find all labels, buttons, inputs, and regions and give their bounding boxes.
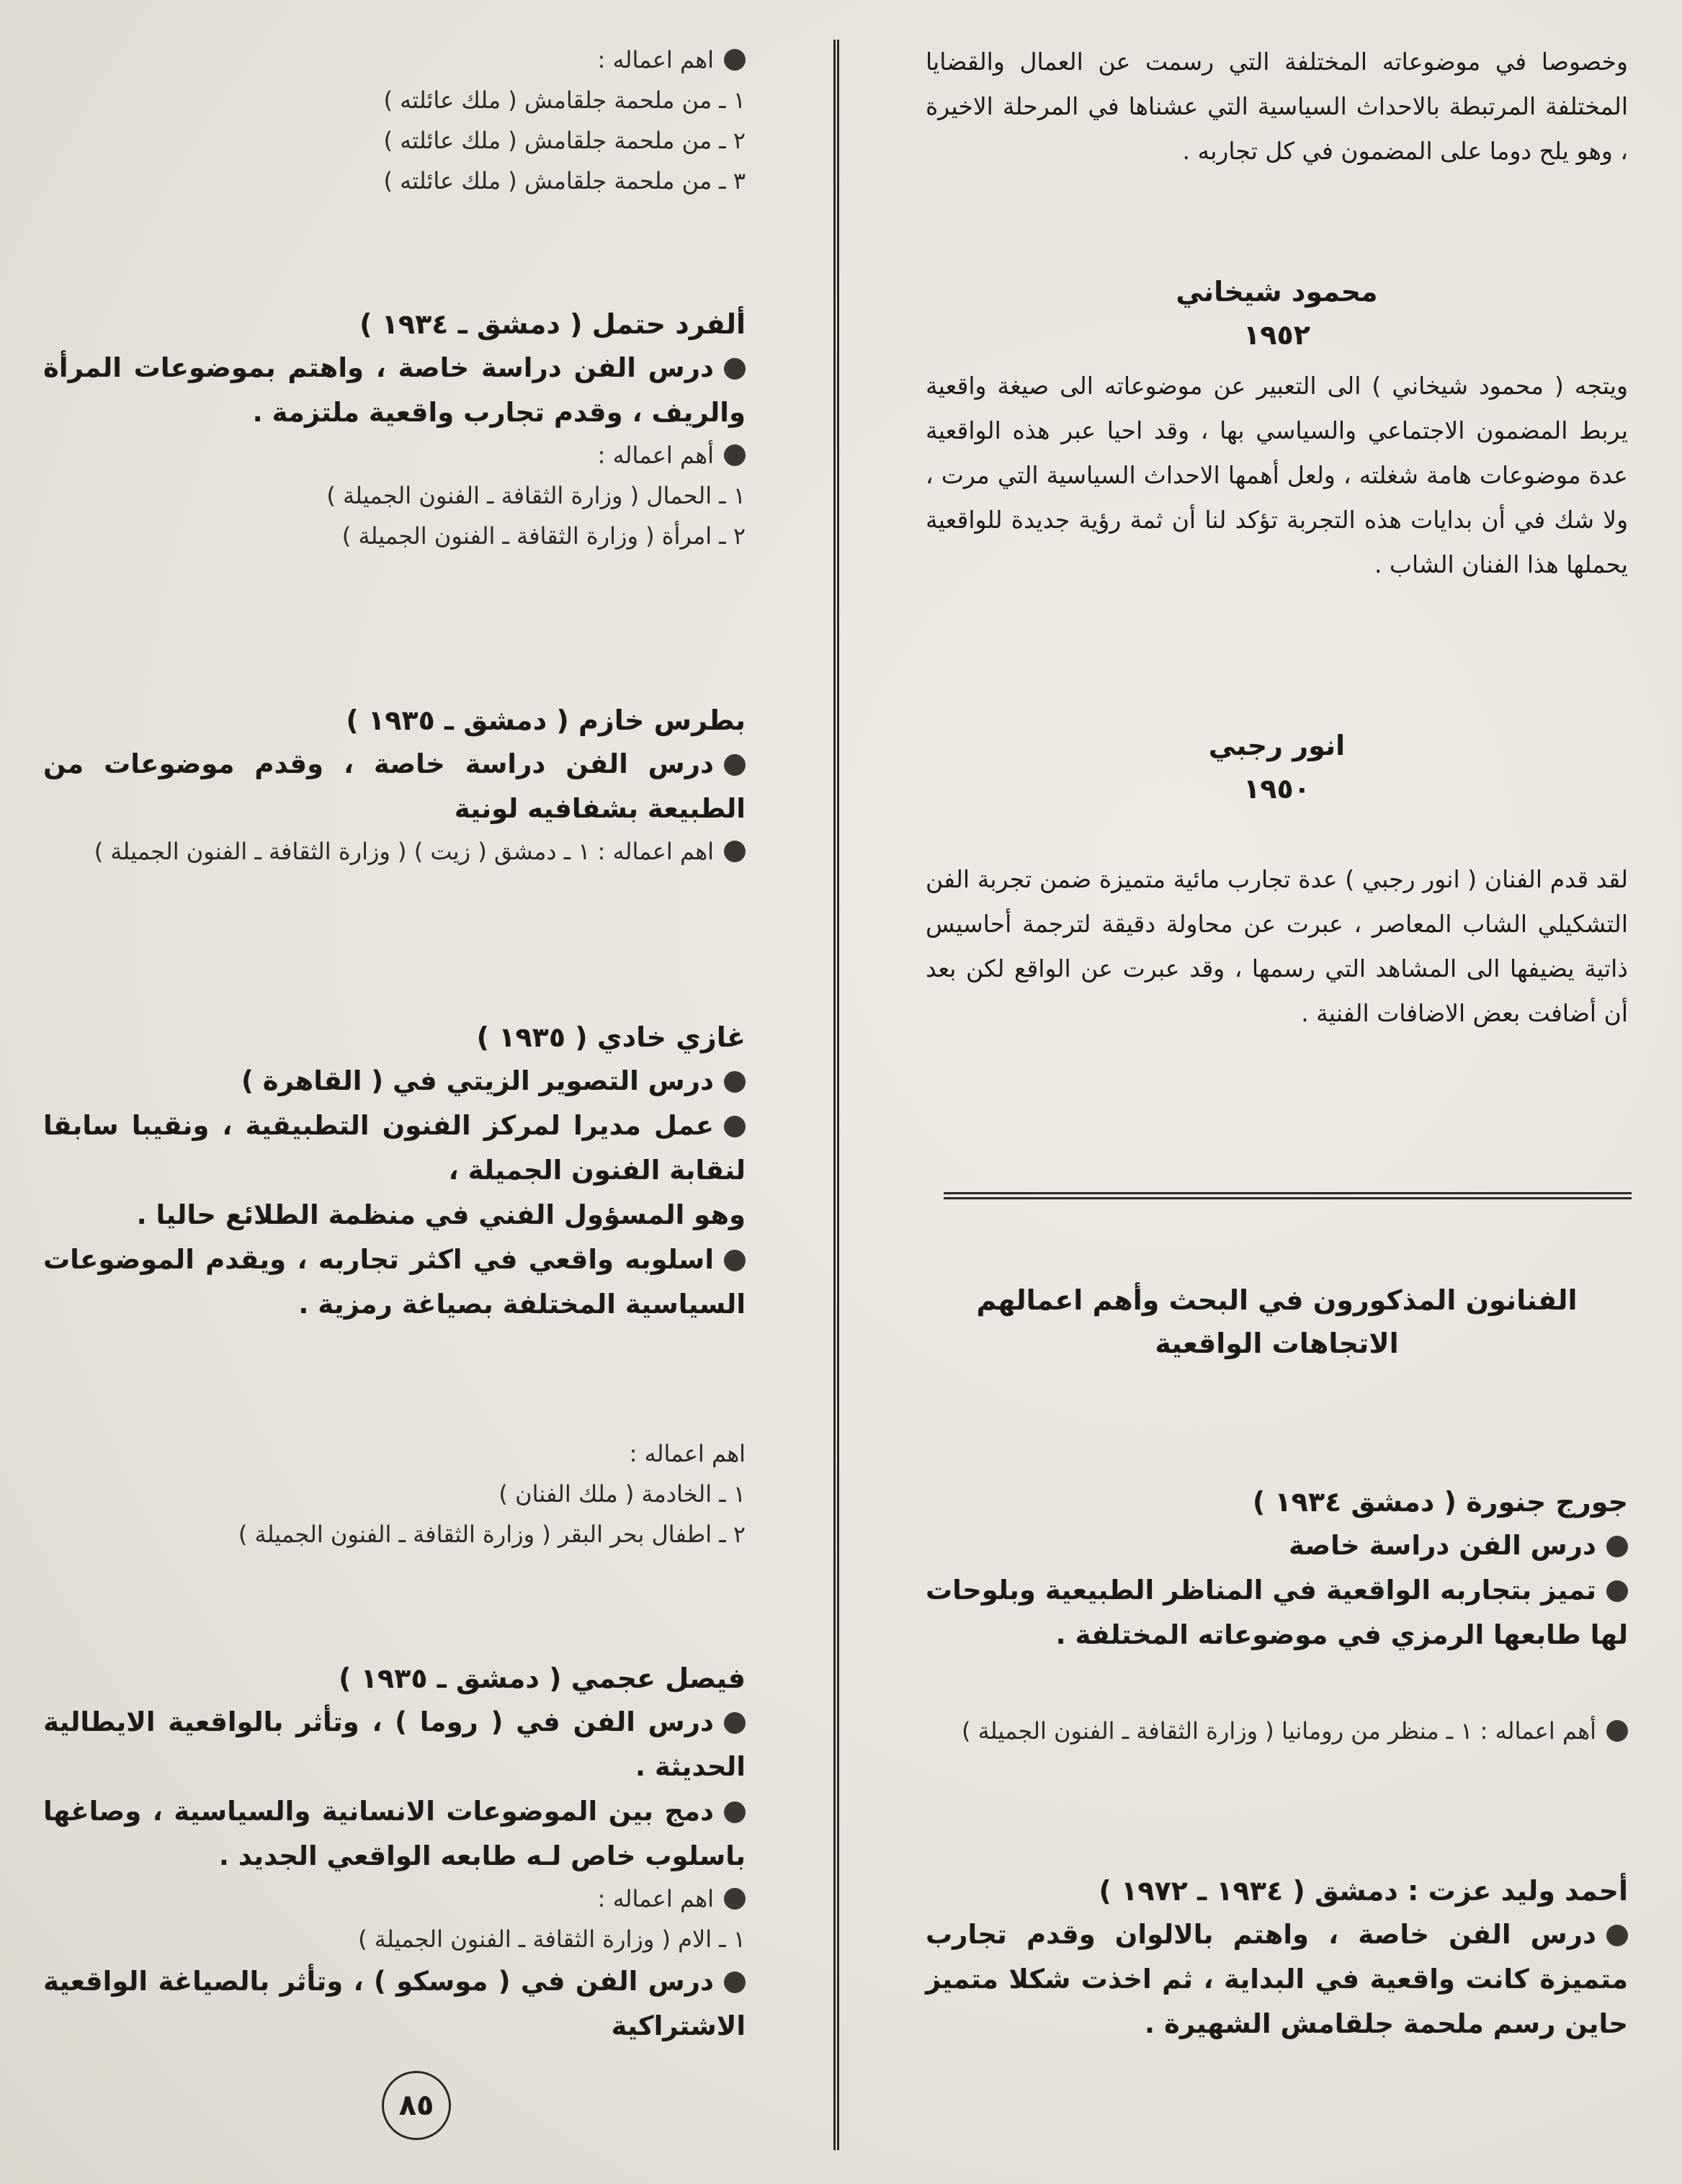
jenora-bullet-2: تميز بتجاربه الواقعية في المناظر الطبيعية وبلوحات لها طابعها الرمزي في موضوعاته المختلفة .: [926, 1575, 1628, 1650]
page-number: ٨٥: [382, 2071, 451, 2140]
ajami-name: فيصل عجمي ( دمشق ـ ١٩٣٥ ): [339, 1662, 746, 1694]
ezzat-bullet-1: درس الفن خاصة ، واهتم بالالوان وقدم تجارب متميزة كانت واقعية في البداية ، ثم اخذت شكلا متميز حاين رسم ملحمة جلقامش الشهيرة .: [926, 1919, 1628, 2039]
top-works-item: ٢ ـ من ملحمة جلقامش ( ملك عائلته ): [383, 127, 746, 154]
section-subtitle: الاتجاهات الواقعية: [1155, 1328, 1399, 1359]
shikhani-name: محمود شيخاني: [1176, 276, 1378, 308]
bullet-icon: [1606, 1720, 1628, 1742]
khazem-name: بطرس خازم ( دمشق ـ ١٩٣٥ ): [346, 704, 746, 736]
bullet-icon: [724, 49, 746, 71]
hantal-works-item: ٢ ـ امرأة ( وزارة الثقافة ـ الفنون الجميلة ): [341, 522, 746, 550]
khadi-name: غازي خادي ( ١٩٣٥ ): [476, 1021, 746, 1053]
jenora-works: أهم اعماله : ١ ـ منظر من رومانيا ( وزارة الثقافة ـ الفنون الجميلة ): [926, 1711, 1628, 1751]
bullet-icon: [724, 841, 746, 862]
khadi-works-item: ١ ـ الخادمة ( ملك الفنان ): [498, 1480, 746, 1508]
bullet-icon: [724, 1888, 746, 1910]
rajabi-paragraph: لقد قدم الفنان ( انور رجبي ) عدة تجارب مائية متميزة ضمن تجربة الفن التشكيلي الشاب المعاصر ، عبرت عن محاولة دقيقة لترجمة أحاسيس ذاتية يضيفها الى المشاهد التي رسمها ، وقد عبرت عن الواقع لكن بعد أن أضافت بعض الاضافات الفنية .: [926, 865, 1628, 1027]
khadi-works-label: اهم اعماله :: [629, 1440, 746, 1467]
ajami-works-item: ١ ـ الام ( وزارة الثقافة ـ الفنون الجميلة ): [358, 1925, 746, 1953]
khadi-bullet-2: عمل مديرا لمركز الفنون التطبيقية ، ونقيبا سابقا لنقابة الفنون الجميلة ،: [43, 1110, 746, 1186]
column-divider: [833, 40, 839, 2150]
bullet-icon: [724, 1712, 746, 1734]
ajami-bullet-2: دمج بين الموضوعات الانسانية والسياسية ، وصاغها باسلوب خاص لـه طابعه الواقعي الجديد .: [43, 1796, 746, 1871]
hantal-works-item: ١ ـ الحمال ( وزارة الثقافة ـ الفنون الجميلة ): [326, 482, 746, 509]
ezzat-name: أحمد وليد عزت : دمشق ( ١٩٣٤ ـ ١٩٧٢ ): [1099, 1875, 1628, 1907]
section-title: الفنانون المذكورون في البحث وأهم اعمالهم: [976, 1284, 1578, 1316]
khadi-works-item: ٢ ـ اطفال بحر البقر ( وزارة الثقافة ـ الفنون الجميلة ): [238, 1521, 746, 1548]
khadi-bullet-2b: وهو المسؤول الفني في منظمة الطلائع حاليا .: [136, 1199, 746, 1230]
bullet-icon: [724, 1250, 746, 1271]
rajabi-name: انور رجبي: [1208, 730, 1346, 761]
top-works-label: اهم اعماله :: [43, 40, 746, 80]
top-works-item: ٣ ـ من ملحمة جلقامش ( ملك عائلته ): [383, 167, 746, 194]
hantal-works-label: أهم اعماله :: [43, 435, 746, 475]
bullet-icon: [724, 1972, 746, 1993]
shikhani-paragraph: ويتجه ( محمود شيخاني ) الى التعبير عن موضوعاته الى صيغة واقعية يربط المضمون الاجتماعي والسياسي بها ، وقد احيا عبر هذه الواقعية عدة موضوعات هامة شغلته ، ولعل أهمها الاحداث السياسية التي مرت ، ولا شك في أن بدايات هذه التجربة تؤكد لنا أن ثمة رؤية جديدة للواقعية يحملها هذا الفنان الشاب .: [926, 372, 1628, 578]
khazem-bullet-1: درس الفن دراسة خاصة ، وقدم موضوعات من الطبيعة بشفافيه لونية: [43, 748, 746, 824]
jenora-name: جورج جنورة ( دمشق ١٩٣٤ ): [1252, 1486, 1628, 1518]
bullet-icon: [724, 1116, 746, 1137]
bullet-icon: [1606, 1925, 1628, 1946]
shikhani-year: ١٩٥٢: [1243, 319, 1310, 351]
bullet-icon: [724, 358, 746, 380]
bullet-icon: [1606, 1536, 1628, 1557]
rajabi-year: ١٩٥٠: [1243, 773, 1310, 805]
top-works-item: ١ ـ من ملحمة جلقامش ( ملك عائلته ): [383, 86, 746, 114]
bullet-icon: [724, 444, 746, 466]
bullet-icon: [724, 754, 746, 776]
section-divider: [944, 1192, 1632, 1199]
khadi-bullet-3: اسلوبه واقعي في اكثر تجاربه ، ويقدم الموضوعات السياسية المختلفة بصياغة رمزية .: [43, 1244, 746, 1320]
bullet-icon: [724, 1802, 746, 1823]
hantal-bullet-1: درس الفن دراسة خاصة ، واهتم بموضوعات المرأة والريف ، وقدم تجارب واقعية ملتزمة .: [43, 352, 746, 428]
ajami-works-label: اهم اعماله :: [43, 1879, 746, 1919]
jenora-bullet-1: درس الفن دراسة خاصة: [926, 1523, 1628, 1568]
hantal-name: ألفرد حتمل ( دمشق ـ ١٩٣٤ ): [359, 308, 746, 340]
bullet-icon: [1606, 1580, 1628, 1602]
ajami-bullet-1: درس الفن في ( روما ) ، وتأثر بالواقعية الايطالية الحديثة .: [43, 1706, 746, 1782]
khazem-works: اهم اعماله : ١ ـ دمشق ( زيت ) ( وزارة الثقافة ـ الفنون الجميلة ): [43, 831, 746, 872]
khadi-bullet-1: درس التصوير الزيتي في ( القاهرة ): [43, 1059, 746, 1104]
intro-paragraph: وخصوصا في موضوعاته المختلفة التي رسمت عن العمال والقضايا المختلفة المرتبطة بالاحداث السياسية التي عشناها في المرحلة الاخيرة ، وهو يلح دوما على المضمون في كل تجاربه .: [926, 48, 1628, 165]
bullet-icon: [724, 1071, 746, 1093]
ajami-bullet-3: درس الفن في ( موسكو ) ، وتأثر بالصياغة الواقعية الاشتراكية: [43, 1966, 746, 2041]
